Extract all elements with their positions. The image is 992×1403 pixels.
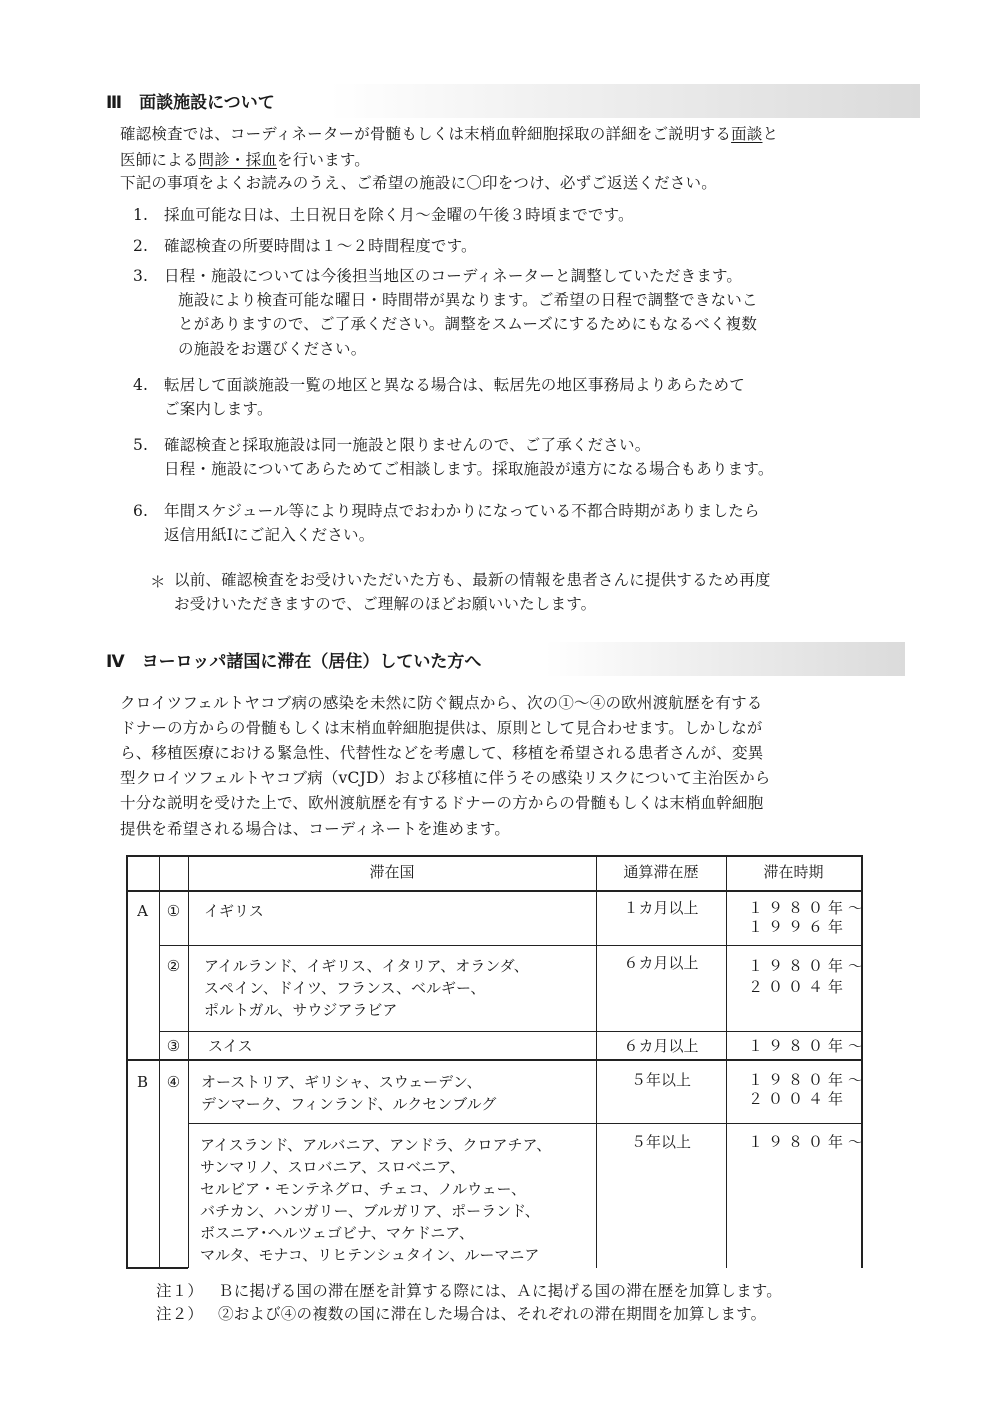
row-countries: ボスニア･ヘルツェゴビナ、マケドニア、	[200, 1224, 475, 1242]
residence-table	[126, 855, 869, 1268]
item-text: ご案内します。	[164, 400, 273, 418]
item-text: 転居して面談施設一覧の地区と異なる場合は、転居先の地区事務局よりあらためて	[164, 376, 745, 394]
section-3-intro-line-1: 確認検査では、コーディネーターが骨髄もしくは末梢血幹細胞採取の詳細をご説明する面談と	[120, 125, 779, 143]
row-period: ２００４年	[748, 978, 849, 996]
section-3-title: Ⅲ 面談施設について	[106, 93, 275, 113]
row-countries: イギリス	[204, 902, 264, 920]
section-4-title: Ⅳ ヨーロッパ諸国に滞在（居住）していた方へ	[106, 652, 482, 672]
item-number: 4.	[133, 376, 149, 394]
section-3-header-shade	[330, 84, 920, 118]
item-number: 3.	[133, 267, 149, 285]
row-duration: ５年以上	[630, 1071, 691, 1089]
section-4-header-shade	[545, 642, 905, 676]
item-text: 返信用紙Ⅰにご記入ください。	[164, 526, 375, 544]
note-mark: ＊	[150, 573, 166, 591]
row-duration: ６カ月以上	[623, 954, 699, 972]
row-countries: デンマーク、フィンランド、ルクセンブルグ	[201, 1095, 497, 1113]
group-label-b: B	[136, 1073, 149, 1091]
row-countries: スペイン、ドイツ、フランス、ベルギー、	[204, 979, 486, 997]
item-number: 5.	[133, 436, 149, 454]
row-duration: １カ月以上	[623, 899, 699, 917]
row-period: １９８０年～	[748, 1133, 869, 1151]
paragraph-line: 型クロイツフェルトヤコブ病（vCJD）および移植に伴うその感染リスクについて主治医から	[120, 769, 771, 787]
row-mark: ③	[166, 1037, 181, 1055]
row-countries: アイスランド、アルバニア、アンドラ、クロアチア、	[200, 1136, 552, 1154]
row-countries: セルビア・モンテネグロ、チェコ、ノルウェー、	[200, 1180, 526, 1198]
paragraph-line: 提供を希望される場合は、コーディネートを進めます。	[120, 820, 511, 838]
item-text: 日程・施設についてあらためてご相談します。採取施設が遠方になる場合もあります。	[164, 460, 774, 478]
header-duration: 通算滞在歴	[623, 863, 699, 881]
group-label-a: A	[137, 902, 148, 920]
header-period: 滞在時期	[763, 863, 824, 881]
row-countries: バチカン、ハンガリー、ブルガリア、ポーランド、	[200, 1202, 540, 1220]
row-period: ２００４年	[748, 1090, 849, 1108]
header-country: 滞在国	[369, 863, 415, 881]
section-3-intro-line-3: 下記の事項をよくお読みのうえ、ご希望の施設に〇印をつけ、必ずご返送ください。	[120, 174, 717, 192]
row-period: １９９６年	[748, 918, 849, 936]
item-text: 確認検査と採取施設は同一施設と限りませんので、ご了承ください。	[164, 436, 651, 454]
row-mark: ②	[166, 957, 181, 975]
paragraph-line: クロイツフェルトヤコブ病の感染を未然に防ぐ観点から、次の①～④の欧州渡航歴を有する	[120, 694, 763, 712]
row-period: １９８０年～	[748, 899, 869, 917]
row-mark: ①	[166, 902, 181, 920]
row-duration: ６カ月以上	[623, 1037, 699, 1055]
row-countries: スイス	[208, 1037, 253, 1055]
footnote-text: ②および④の複数の国に滞在した場合は、それぞれの滞在期間を加算します。	[218, 1305, 767, 1323]
item-number: 1.	[133, 206, 149, 224]
item-text: 確認検査の所要時間は１～２時間程度です。	[164, 237, 477, 255]
item-text: 年間スケジュール等により現時点でおわかりになっている不都合時期がありましたら	[164, 502, 760, 520]
row-countries: オーストリア、ギリシャ、スウェーデン、	[201, 1073, 482, 1091]
item-text: 採血可能な日は、土日祝日を除く月～金曜の午後３時頃までです。	[164, 206, 634, 224]
item-text: 施設により検査可能な曜日・時間帯が異なります。ご希望の日程で調整できないこ	[178, 291, 758, 309]
row-period: １９８０年～	[748, 1071, 869, 1089]
row-countries: サンマリノ、スロバニア、スロベニア、	[200, 1158, 466, 1176]
item-text: 日程・施設については今後担当地区のコーディネーターと調整していただきます。	[164, 267, 743, 285]
note-text: 以前、確認検査をお受けいただいた方も、最新の情報を患者さんに提供するため再度	[174, 571, 771, 589]
item-text: とがありますので、ご了承ください。調整をスムーズにするためにもなるべく複数	[178, 315, 758, 333]
row-countries: マルタ、モナコ、リヒテンシュタイン、ルーマニア	[200, 1246, 540, 1264]
footnote-text: Ｂに掲げる国の滞在歴を計算する際には、Ａに掲げる国の滞在歴を加算します。	[218, 1282, 782, 1300]
row-mark: ④	[166, 1073, 181, 1091]
row-countries: アイルランド、イギリス、イタリア、オランダ、	[204, 957, 529, 975]
section-3-intro-line-2: 医師による問診・採血を行います。	[120, 151, 370, 169]
item-number: 2.	[133, 237, 149, 255]
footnote-label: 注１）	[156, 1282, 204, 1300]
row-countries: ポルトガル、サウジアラビア	[204, 1001, 398, 1019]
footnote-label: 注２）	[156, 1305, 204, 1323]
item-text: の施設をお選びください。	[178, 340, 367, 358]
row-duration: ５年以上	[630, 1133, 691, 1151]
note-text: お受けいただきますので、ご理解のほどお願いいたします。	[174, 595, 597, 613]
row-period: １９８０年～	[748, 1037, 869, 1055]
item-number: 6.	[133, 502, 149, 520]
paragraph-line: ドナーの方からの骨髄もしくは末梢血幹細胞提供は、原則として見合わせます。しかしなが	[120, 719, 763, 737]
paragraph-line: 十分な説明を受けた上で、欧州渡航歴を有するドナーの方からの骨髄もしくは末梢血幹細胞	[120, 794, 764, 812]
row-period: １９８０年～	[748, 957, 869, 975]
paragraph-line: ら、移植医療における緊急性、代替性などを考慮して、移植を希望される患者さんが、変異	[120, 744, 764, 762]
